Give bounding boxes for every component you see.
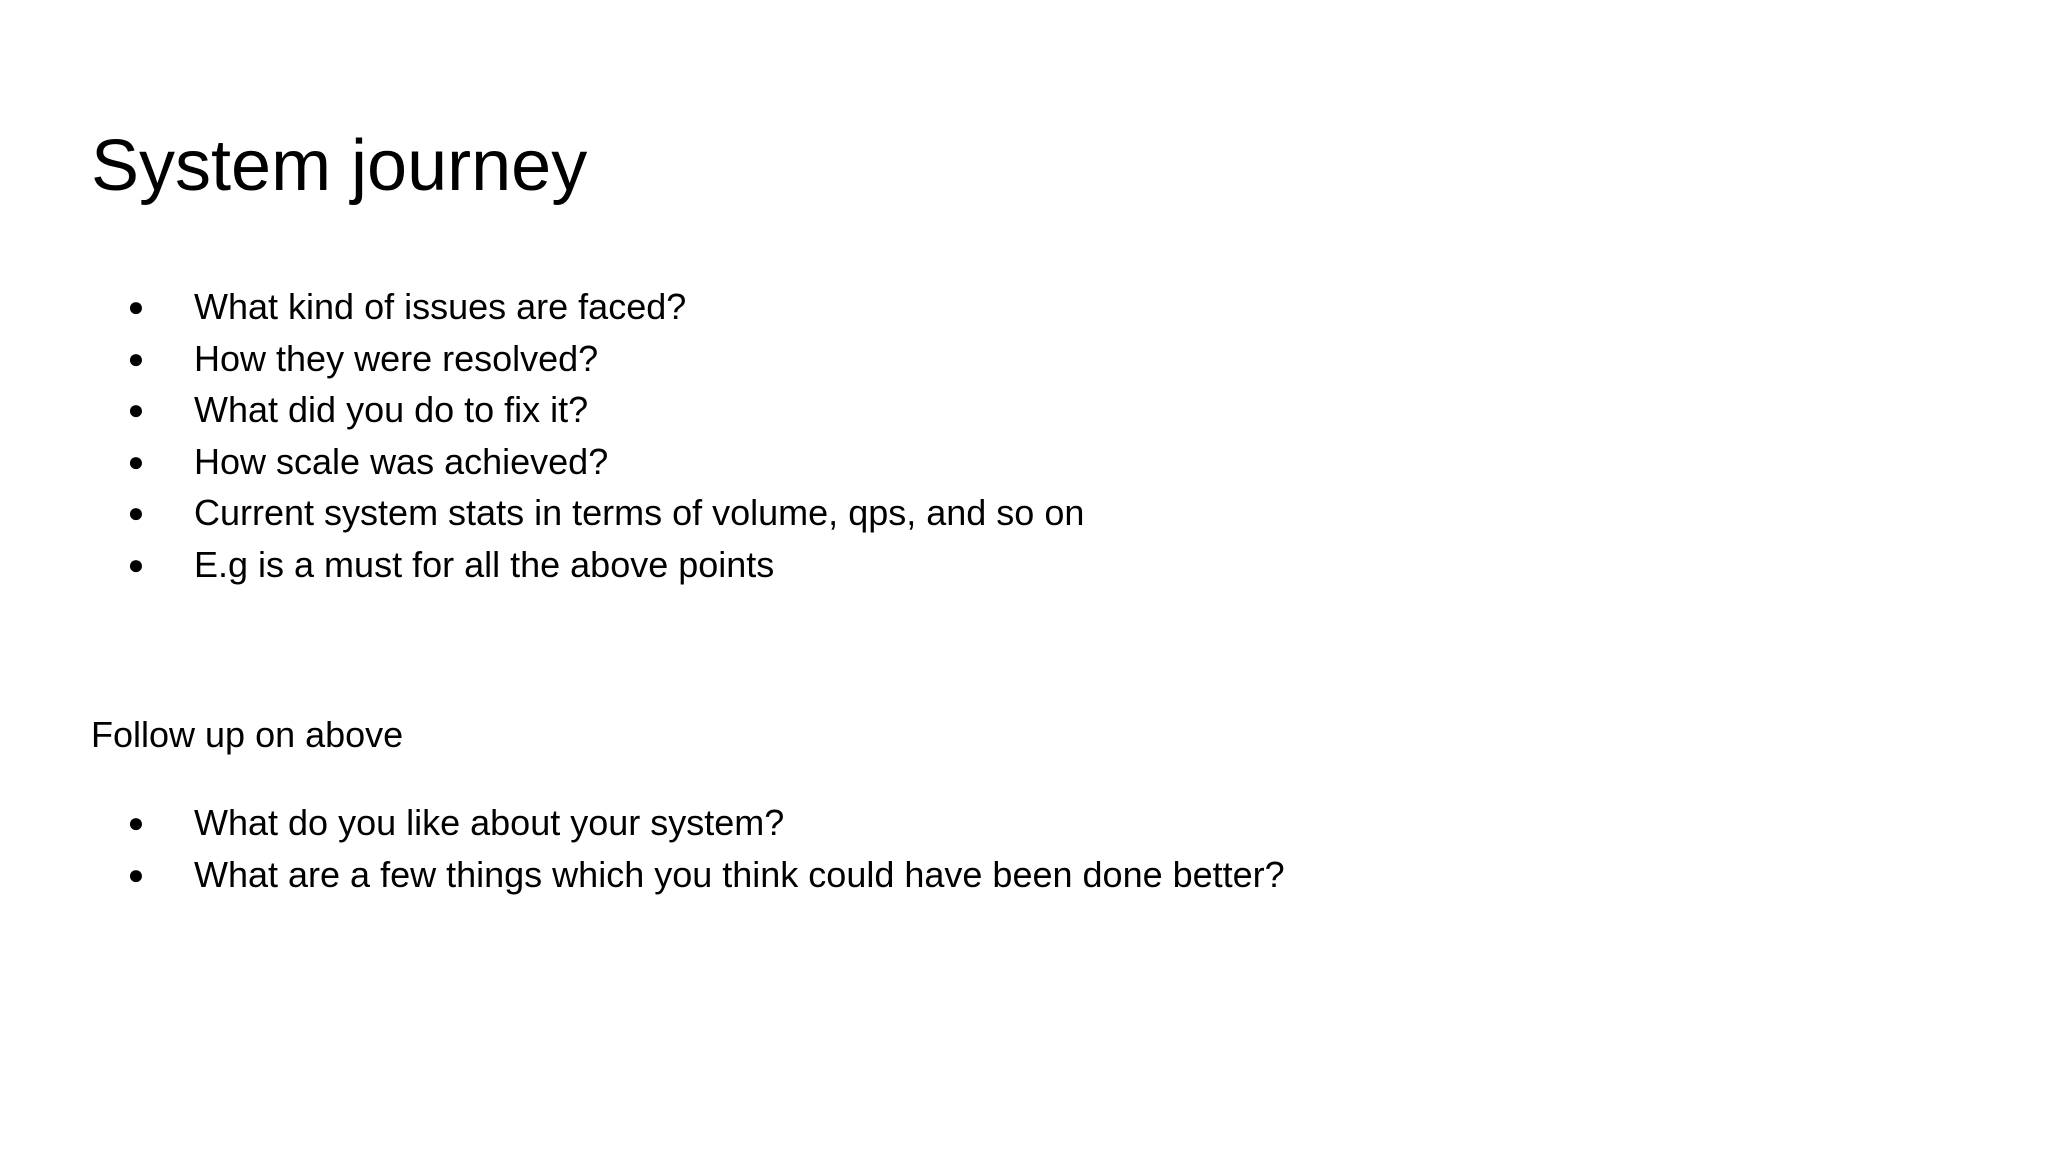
list-item [0,384,1084,436]
list-item-text: What did you do to fix it? [194,389,589,430]
list-item-text: What are a few things which you think could have been done better? [194,853,1285,895]
list-item [0,281,1084,333]
bullet-icon: ● [127,497,145,528]
bullet-icon: ● [127,445,145,477]
list-item [0,333,1084,385]
list-item-text: What do you like about your system? [194,802,785,843]
list-item [0,539,1084,591]
followup-bullet-list [0,797,1285,900]
bullet-icon: ● [127,394,145,425]
bullet-icon: ● [127,858,145,890]
main-bullet-list [0,281,1084,590]
list-item-text: How they were resolved? [194,337,599,379]
bullet-icon: ● [127,342,145,374]
list-item [0,797,1285,849]
list-item-text: Current system stats in terms of volume, qps, and so on [194,492,1085,533]
slide-title: System journey [91,126,588,206]
list-item [0,849,1285,901]
bullet-icon: ● [127,548,145,580]
followup-label: Follow up on above [91,714,404,755]
bullet-icon: ● [127,807,145,838]
list-item-text: E.g is a must for all the above points [194,543,775,585]
list-item-text: How scale was achieved? [194,440,609,482]
list-item [0,487,1084,539]
bullet-icon: ● [127,291,145,322]
list-item-text: What kind of issues are faced? [194,286,687,327]
list-item [0,436,1084,488]
